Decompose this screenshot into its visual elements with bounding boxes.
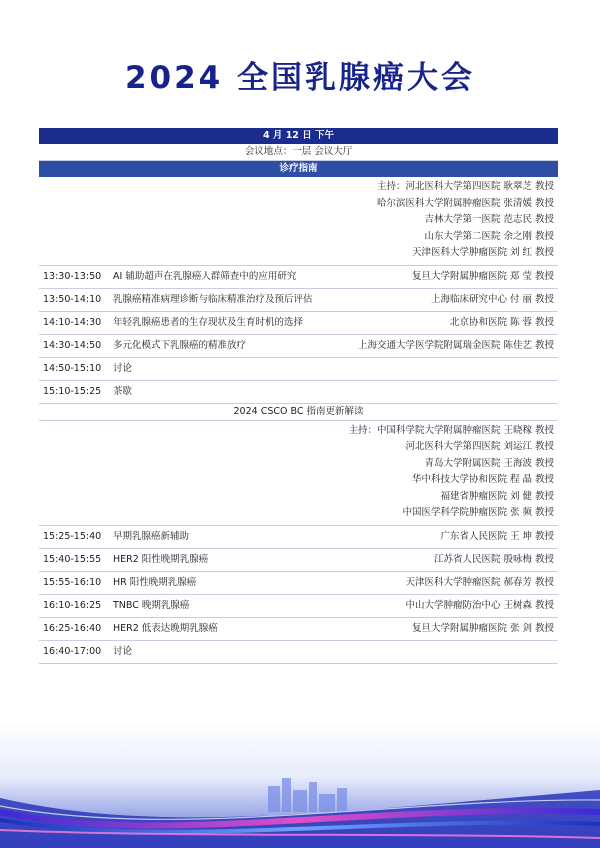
schedule-row xyxy=(39,549,558,572)
row-topic: 讨论 xyxy=(113,645,133,657)
row-speaker: 广东省人民医院 王 坤 教授 xyxy=(440,530,554,542)
row-time: 14:10-14:30 xyxy=(43,316,102,328)
row-time: 13:50-14:10 xyxy=(43,293,102,305)
schedule-row xyxy=(39,618,558,641)
row-time: 15:55-16:10 xyxy=(43,576,102,588)
schedule-row xyxy=(39,641,558,664)
host-line: 中国医学科学院肿瘤医院 张 频 教授 xyxy=(402,507,554,518)
section-title-guidelines: 诊疗指南 xyxy=(39,161,558,177)
schedule-row xyxy=(39,312,558,335)
row-speaker xyxy=(554,381,558,403)
host-line: 吉林大学第一医院 范志民 教授 xyxy=(424,214,554,225)
row-topic: HER2 低表达晚期乳腺癌 xyxy=(113,622,218,634)
row-speaker: 复旦大学附属肿瘤医院 张 剑 教授 xyxy=(411,622,554,634)
session-date-bar: 4 月 12 日 下午 xyxy=(39,128,558,144)
row-speaker: 上海交通大学医学院附属瑞金医院 陈佳艺 教授 xyxy=(357,339,554,351)
host-line: 主持：河北医科大学第四医院 耿翠芝 教授 xyxy=(376,181,554,192)
host-line: 青岛大学附属医院 王海波 教授 xyxy=(424,457,554,469)
schedule-row xyxy=(39,289,558,312)
row-topic: AI 辅助超声在乳腺癌人群筛查中的应用研究 xyxy=(113,270,297,282)
row-speaker: 北京协和医院 陈 蓉 教授 xyxy=(449,316,554,328)
page-title: 2024 全国乳腺癌大会 xyxy=(124,60,476,96)
section-title-csco: 2024 CSCO BC 指南更新解读 xyxy=(39,404,558,421)
row-time: 14:50-15:10 xyxy=(43,362,102,374)
row-speaker: 复旦大学附属肿瘤医院 郑 莹 教授 xyxy=(411,270,554,282)
section1-hosts xyxy=(39,177,558,266)
host-line: 山东大学第二医院 余之刚 教授 xyxy=(424,230,554,242)
row-time: 14:30-14:50 xyxy=(43,339,102,351)
schedule-row xyxy=(39,335,558,358)
schedule-row xyxy=(39,526,558,549)
schedule-row xyxy=(39,266,558,289)
schedule-row xyxy=(39,572,558,595)
row-speaker: 中山大学肿瘤防治中心 王树森 教授 xyxy=(405,599,554,611)
row-topic: 年轻乳腺癌患者的生存现状及生育时机的选择 xyxy=(113,316,304,328)
host-line: 华中科技大学协和医院 程 晶 教授 xyxy=(411,474,554,485)
row-topic: 茶歇 xyxy=(113,385,133,397)
host-line: 福建省肿瘤医院 刘 健 教授 xyxy=(440,490,554,502)
row-topic: 讨论 xyxy=(113,362,133,374)
row-time: 16:10-16:25 xyxy=(43,599,102,611)
row-time: 13:30-13:50 xyxy=(43,270,102,282)
row-time: 15:10-15:25 xyxy=(43,385,102,397)
row-time: 16:25-16:40 xyxy=(43,622,102,634)
schedule-table xyxy=(39,128,558,664)
section2-hosts xyxy=(39,421,558,526)
host-line: 哈尔滨医科大学附属肿瘤医院 张清媛 教授 xyxy=(376,197,554,209)
host-line: 主持：中国科学院大学附属肿瘤医院 王晓稼 教授 xyxy=(348,424,554,436)
host-line: 天津医科大学肿瘤医院 刘 红 教授 xyxy=(411,247,554,258)
section1-rows xyxy=(39,266,558,404)
host-line: 河北医科大学第四医院 刘运江 教授 xyxy=(405,441,554,452)
section2-rows xyxy=(39,526,558,664)
schedule-row xyxy=(39,381,558,404)
row-speaker: 天津医科大学肿瘤医院 郝春芳 教授 xyxy=(405,576,554,588)
row-time: 16:40-17:00 xyxy=(43,645,102,657)
row-topic: 早期乳腺癌新辅助 xyxy=(113,530,190,542)
row-topic: HR 阳性晚期乳腺癌 xyxy=(113,576,197,588)
schedule-row xyxy=(39,358,558,381)
schedule-row xyxy=(39,595,558,618)
session-venue: 会议地点：一层 会议大厅 xyxy=(39,144,558,161)
row-speaker: 江苏省人民医院 殷咏梅 教授 xyxy=(433,553,554,565)
row-speaker xyxy=(554,641,558,663)
row-time: 15:25-15:40 xyxy=(43,530,102,542)
row-topic: HER2 阳性晚期乳腺癌 xyxy=(113,553,209,565)
row-speaker xyxy=(554,358,558,380)
row-topic: 多元化模式下乳腺癌的精准放疗 xyxy=(113,339,247,351)
row-time: 15:40-15:55 xyxy=(43,553,102,565)
row-topic: 乳腺癌精准病理诊断与临床精准治疗及预后评估 xyxy=(113,293,313,305)
row-topic: TNBC 晚期乳腺癌 xyxy=(113,599,190,611)
row-speaker: 上海临床研究中心 付 丽 教授 xyxy=(430,293,554,305)
footer-city-wave-graphic xyxy=(0,720,600,848)
